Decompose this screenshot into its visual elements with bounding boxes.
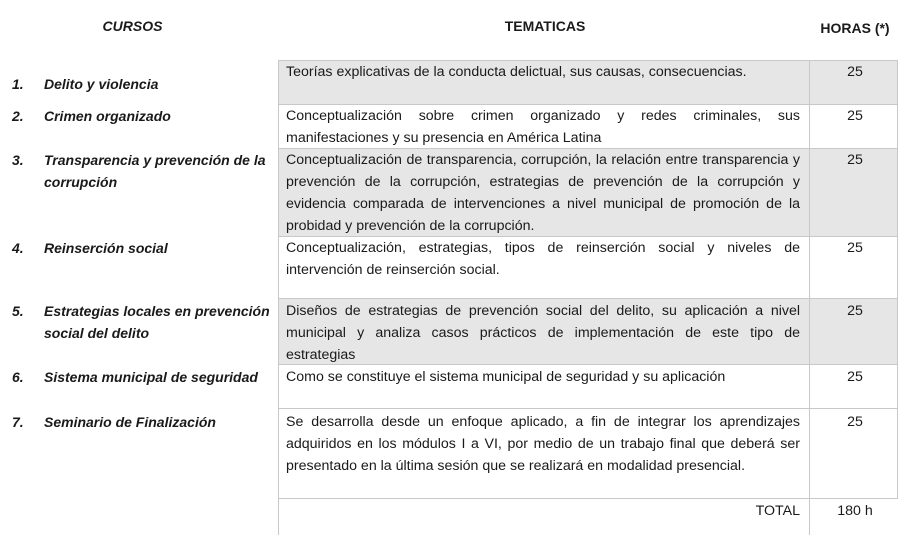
- hours-2: 25: [847, 108, 863, 124]
- topic-4: Conceptualización, estrategias, tipos de reinserción social y niveles de intervención de reinserción social.: [286, 240, 800, 278]
- header-cursos: CURSOS: [102, 18, 163, 34]
- course-number: 1.: [12, 76, 24, 92]
- topic-5: Diseños de estrategias de prevención social del delito, su aplicación a nivel municipal y analiza casos prácticos de implementación de este tipo de estrategias: [286, 303, 800, 363]
- course-number: 6.: [12, 369, 24, 385]
- hours-1: 25: [847, 64, 863, 80]
- course-name: Delito y violencia: [44, 76, 159, 92]
- topic-6: Como se constituye el sistema municipal de seguridad y su aplicación: [286, 369, 726, 385]
- hours-3: 25: [847, 152, 863, 168]
- course-name: Seminario de Finalización: [44, 414, 216, 430]
- course-name: Sistema municipal de seguridad: [44, 369, 258, 385]
- topic-3: Conceptualización de transparencia, corrupción, la relación entre transparencia y prevención de la corrupción, estrategias de prevención de la corrupción y evidencia comparada de intervenciones a nivel municipal de promoción de la probidad y prevención de la corrupción.: [286, 152, 800, 234]
- topic-2: Conceptualización sobre crimen organizado y redes criminales, sus manifestaciones y su presencia en América Latina: [286, 108, 800, 146]
- topic-1: Teorías explicativas de la conducta delictual, sus causas, consecuencias.: [286, 64, 747, 80]
- total-label: TOTAL: [755, 503, 800, 519]
- hours-6: 25: [847, 369, 863, 385]
- header-horas: HORAS (*): [820, 20, 890, 36]
- course-name: Reinserción social: [44, 240, 168, 256]
- course-number: 2.: [12, 108, 24, 124]
- topic-7: Se desarrolla desde un enfoque aplicado, a fin de integrar los aprendizajes adquiridos en los módulos I a VI, por medio de un trabajo final que deberá ser presentado en la última sesión que se realizará en modalidad presencial.: [286, 414, 800, 474]
- course-name: Transparencia y prevención de la corrupción: [44, 152, 266, 190]
- divider: [278, 498, 898, 499]
- course-name: Estrategias locales en prevención social del delito: [44, 303, 270, 341]
- hours-5: 25: [847, 303, 863, 319]
- divider: [278, 298, 898, 299]
- divider: [278, 408, 898, 409]
- column-line-left: [278, 60, 279, 535]
- course-number: 4.: [12, 240, 24, 256]
- course-name: Crimen organizado: [44, 108, 171, 124]
- course-number: 7.: [12, 414, 24, 430]
- hours-7: 25: [847, 414, 863, 430]
- course-number: 3.: [12, 152, 24, 168]
- hours-4: 25: [847, 240, 863, 256]
- header-tematicas: TEMATICAS: [504, 18, 586, 34]
- column-line-hours: [809, 60, 810, 535]
- course-number: 5.: [12, 303, 24, 319]
- total-value: 180 h: [837, 503, 873, 519]
